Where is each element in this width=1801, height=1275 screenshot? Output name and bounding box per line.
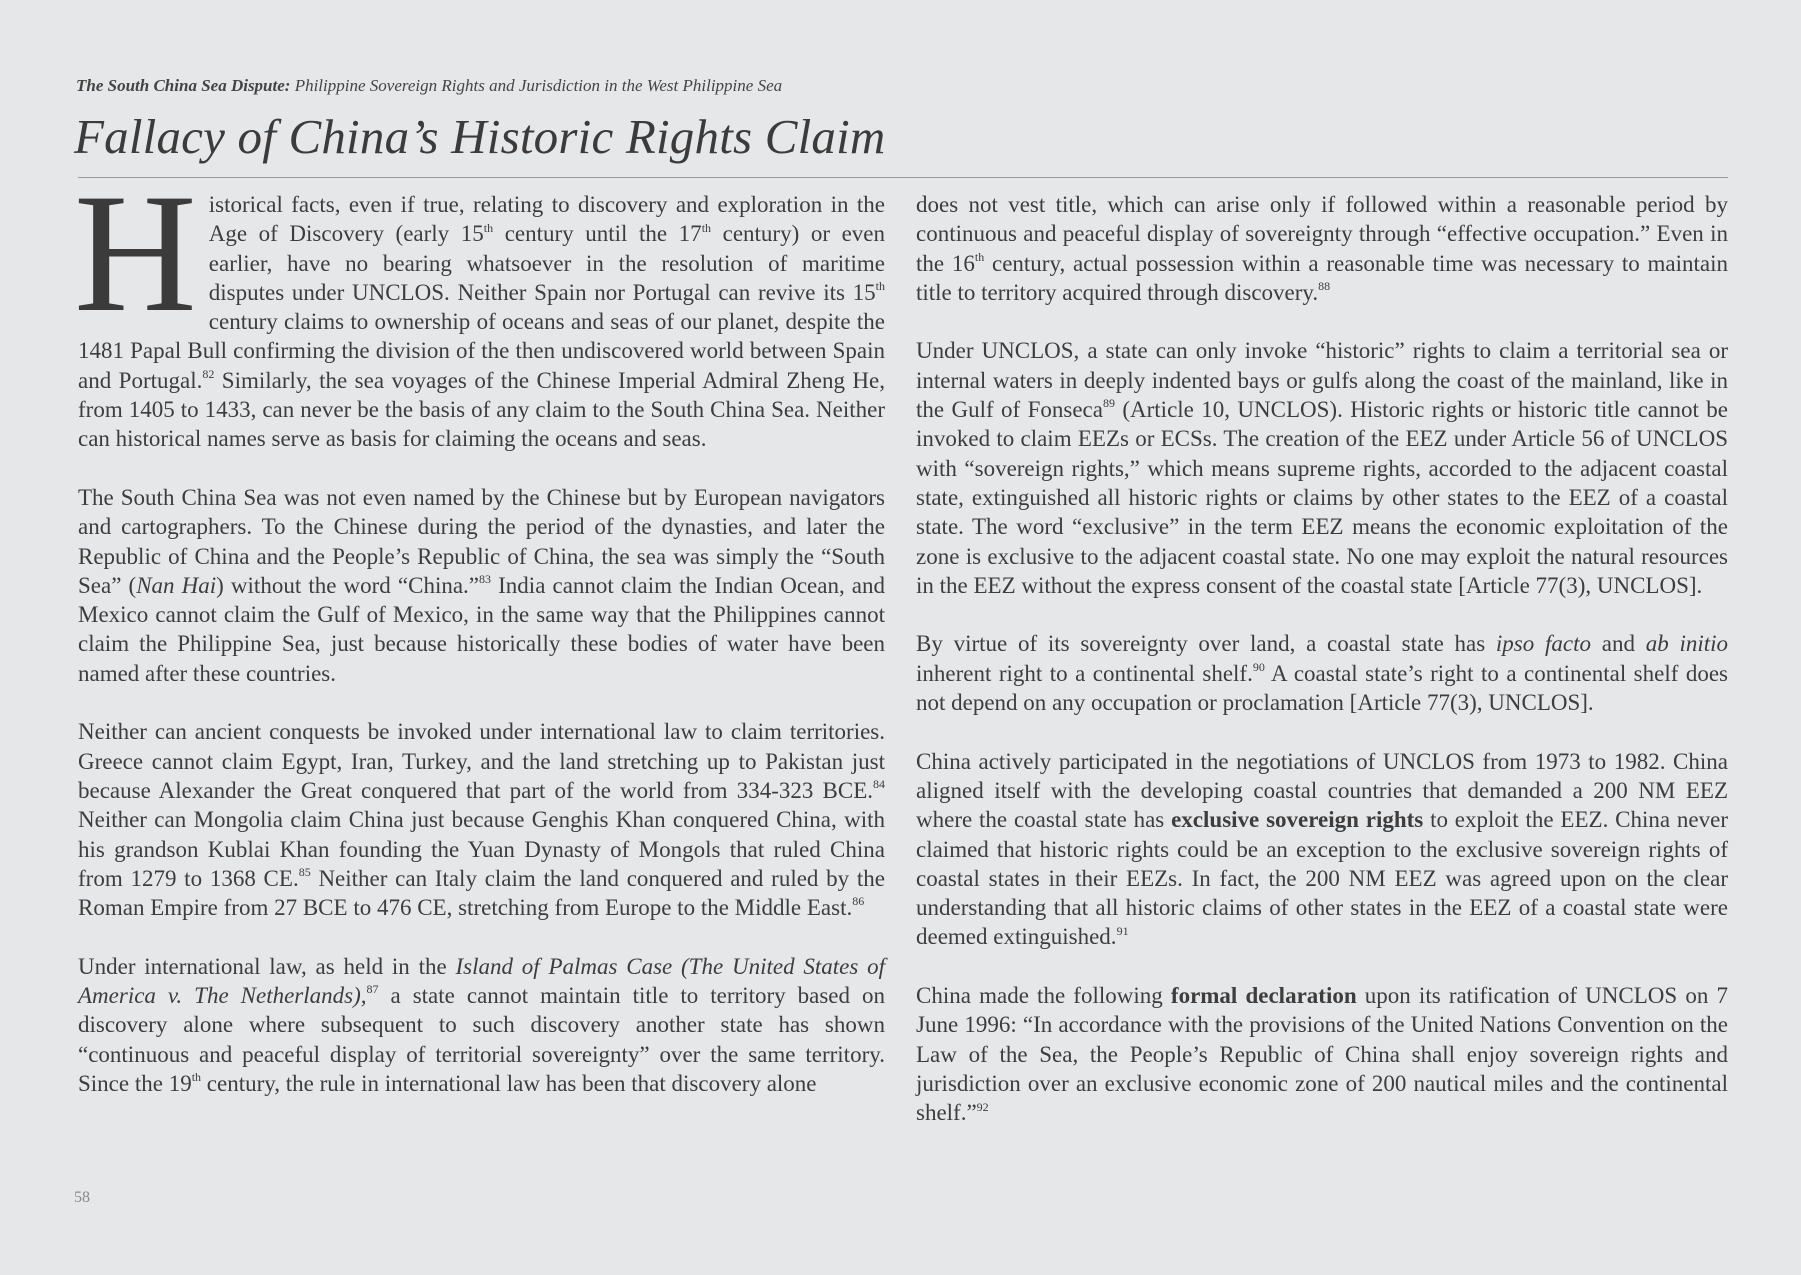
case-name: Island of Palmas Case (The United States of America v. The Netherlands), — [78, 953, 885, 1009]
footnote-ref: 86 — [852, 894, 865, 909]
paragraph-unclos-historic: Under UNCLOS, a state can only invoke “historic” rights to claim a territorial sea or internal waters in deeply indented bays or gulfs along the coast of the mainland, like in the Gulf of Fonseca$^{89}$ (Article 10, UNCLOS). Historic rights or historic title cannot be invoked to claim EEZs or ECSs. The creation of the EEZ under Article 56 of UNCLOS with “sovereign rights,” which means supreme rights, accorded to the adjacent coastal state, extinguished all historic rights or claims by other states to the EEZ of a coastal state. The word “exclusive” in the term EEZ means the economic exploitation of the zone is exclusive to the adjacent coastal state. No one may exploit the natural resources in the EEZ without the express consent of the coastal state [Article 77(3), UNCLOS]. — [916, 338, 1728, 598]
title-divider — [78, 177, 1728, 178]
footnote-ref: 90 — [1252, 660, 1265, 675]
page-number: 58 — [74, 1189, 90, 1206]
footnote-ref: 84 — [873, 777, 885, 792]
footnote-ref: 89 — [1102, 396, 1115, 411]
footnote-ref: 82 — [202, 367, 215, 382]
paragraph-naming: The South China Sea was not even named by the Chinese but by European navigators and cartographers. To the Chinese during the period of the dynasties, and later the Republic of China and the People’s Republic of China, the sea was simply the “South Sea” (Nan Hai) without the word “China.”$^{83}$ India cannot claim the Indian Ocean, and Mexico cannot claim the Gulf of Mexico, in the same way that the Philippines cannot claim the Philippine Sea, just because historically these bodies of water have been named after these countries. — [78, 484, 886, 686]
superscript: th — [191, 1070, 202, 1085]
superscript: th — [875, 279, 885, 294]
bold-term: exclusive sovereign rights — [1171, 807, 1424, 833]
book-title: The South China Sea Dispute: — [76, 76, 291, 95]
bold-term: formal declaration — [1170, 983, 1357, 1009]
footnote-ref: 91 — [1116, 923, 1129, 938]
paragraph-palmas-continued: does not vest title, which can arise only if followed within a reasonable period by continuous and peaceful display of sovereignty through “effective occupation.” Even in the 16th century, actual possession within a reasonable time was necessary to maintain title to territory acquired through discovery.$^{88}$ — [916, 192, 1728, 305]
footnote-ref: 87 — [366, 982, 379, 997]
running-header — [76, 76, 782, 96]
footnote-ref: 85 — [298, 865, 311, 880]
left-column — [74, 159, 886, 1098]
italic-term: ab initio — [1645, 631, 1729, 657]
paragraph-discovery: Historical facts, even if true, relating to discovery and exploration in the Age of Discovery (early 15th century until the 17th century) or even earlier, have no bearing whatsoever in the resolution of maritime disputes under UNCLOS. Neither Spain nor Portugal can revive its 15th century claims to ownership of oceans and seas of our planet, despite the 1481 Papal Bull confirming the division of the then undiscovered world between Spain and Portugal.$^{82}$ Similarly, the sea voyages of the Chinese Imperial Admiral Zheng He, from 1405 to 1433, can never be the basis of any claim to the South China Sea. Neither can historical names serve as basis for claiming the oceans and seas. — [74, 159, 885, 452]
superscript: th — [974, 249, 985, 264]
book-subtitle: Philippine Sovereign Rights and Jurisdiction in the West Philippine Sea — [294, 76, 783, 95]
paragraph-negotiations: China actively participated in the negotiations of UNCLOS from 1973 to 1982. China aligned itself with the developing coastal countries that demanded a 200 NM EEZ where the coastal state has exclusive sovereign rights to exploit the EEZ. China never claimed that historic rights could be an exception to the exclusive sovereign rights of coastal states in their EEZs. In fact, the 200 NM EEZ was agreed upon on the clear understanding that all historic claims of other states in the EEZ of a coastal state were deemed extinguished.$^{91}$ — [916, 748, 1728, 950]
page-title: Fallacy of China’s Historic Rights Claim — [74, 109, 886, 164]
right-column — [916, 190, 1728, 1128]
drop-cap: H — [74, 159, 197, 347]
superscript: th — [701, 220, 712, 235]
italic-term: ipso facto — [1495, 631, 1591, 657]
footnote-ref: 83 — [479, 572, 492, 587]
column-break-text: century, the rule in international law has been that discovery alone — [201, 1070, 817, 1096]
footnote-ref: 92 — [976, 1099, 989, 1114]
italic-term: Nan Hai — [136, 572, 217, 598]
paragraph-declaration: China made the following formal declaration upon its ratification of UNCLOS on 7 June 1996: “In accordance with the provisions of the United Nations Convention on the Law of the Sea, the People’s Republic of China shall enjoy sovereign rights and jurisdiction over an exclusive economic zone of 200 nautical miles and the continental shelf.”$^{92}$ — [916, 983, 1728, 1126]
footnote-ref: 88 — [1318, 279, 1331, 294]
paragraph-continental-shelf: By virtue of its sovereignty over land, a coastal state has ipso facto and ab initio inherent right to a continental shelf.$^{90}$ A coastal state’s right to a continental shelf does not depend on any occupation or proclamation [Article 77(3), UNCLOS]. — [916, 631, 1729, 716]
paragraph-palmas-case: Under international law, as held in the Island of Palmas Case (The United States of America v. The Netherlands),$^{87}$ a state cannot maintain title to territory based on discovery alone where subsequent to such discovery another state has shown “continuous and peaceful display of territorial sovereignty” over the same territory. Since the 19th century, the rule in international law has been that discovery alone — [78, 953, 885, 1096]
superscript: th — [483, 220, 494, 235]
paragraph-conquests: Neither can ancient conquests be invoked under international law to claim territories. Greece cannot claim Egypt, Iran, Turkey, and the land stretching up to Pakistan just because Alexander the Great conquered that part of the world from 334-323 BCE.$^{84}$ Neither can Mongolia claim China just because Genghis Khan conquered China, with his grandson Kublai Khan founding the Yuan Dynasty of Mongols that ruled China from 1279 to 1368 CE.$^{85}$ Neither can Italy claim the land conquered and ruled by the Roman Empire from 27 BCE to 476 CE, stretching from Europe to the Middle East.$^{86}$ — [78, 719, 885, 921]
